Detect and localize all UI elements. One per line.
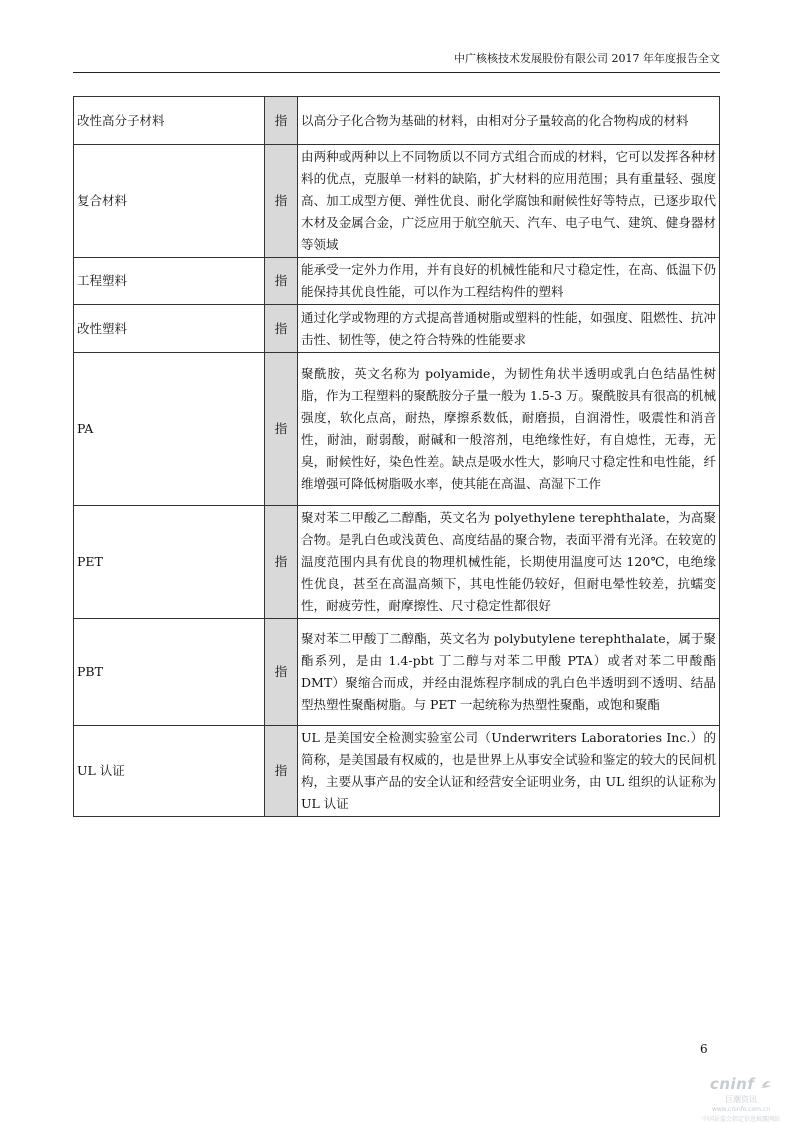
table-row <box>74 726 720 817</box>
definition-cell: 由两种或两种以上不同物质以不同方式组合而成的材料，它可以发挥各种材料的优点，克服单一材料的缺陷，扩大材料的应用范围；具有重量轻、强度高、加工成型方便、弹性优良、耐化学腐蚀和耐候性好等特点，已逐步取代木材及金属合金，广泛应用于航空航天、汽车、电子电气、建筑、健身器材等领域 <box>298 145 720 258</box>
definition-cell: 聚酰胺，英文名称为 polyamide，为韧性角状半透明或乳白色结晶性树脂，作为工程塑料的聚酰胺分子量一般为 1.5-3 万。聚酰胺具有很高的机械强度，软化点高，耐热，摩擦系数低，耐磨损，自润滑性，吸震性和消音性，耐油，耐弱酸，耐碱和一般溶剂，电绝缘性好，有自熄性，无毒，无臭，耐候性好，染色性差。缺点是吸水性大，影响尺寸稳定性和电性能，纤维增强可降低树脂吸水率，使其能在高温、高湿下工作 <box>298 353 720 506</box>
refers-to-cell: 指 <box>265 145 298 258</box>
refers-to-cell: 指 <box>265 258 298 305</box>
refers-to-cell: 指 <box>265 97 298 145</box>
term-cell: 改性高分子材料 <box>74 97 265 145</box>
definition-cell: 通过化学或物理的方式提高普通树脂或塑料的性能，如强度、阻燃性、抗冲击性、韧性等，使之符合特殊的性能要求 <box>298 305 720 353</box>
term-cell: 复合材料 <box>74 145 265 258</box>
refers-to-cell: 指 <box>265 305 298 353</box>
cninfo-tagline: 中国证监会指定信息披露网站 <box>701 1116 780 1123</box>
cninfo-url: www.cninfo.com.cn <box>711 1106 771 1113</box>
table-row <box>74 353 720 506</box>
table-row <box>74 305 720 353</box>
page-header <box>73 52 720 73</box>
cninfo-name: 巨潮资讯 <box>725 1095 757 1104</box>
report-title: 中广核核技术发展股份有限公司 2017 年年度报告全文 <box>454 52 720 65</box>
cninfo-logo-text: cninf <box>709 1075 755 1093</box>
refers-to-cell: 指 <box>265 506 298 619</box>
cninfo-watermark <box>700 1075 782 1123</box>
term-cell: PET <box>74 506 265 619</box>
term-cell: PA <box>74 353 265 506</box>
definition-cell: UL 是美国安全检测实验室公司（Underwriters Laboratories Inc.）的简称，是美国最有权威的，也是世界上从事安全试验和鉴定的较大的民间机构，主要从事产品的安全认证和经营安全证明业务，由 UL 组织的认证称为 UL 认证 <box>298 726 720 817</box>
table-row <box>74 619 720 726</box>
cninfo-logo <box>700 1075 782 1093</box>
table-row <box>74 506 720 619</box>
refers-to-cell: 指 <box>265 619 298 726</box>
definition-cell: 以高分子化合物为基础的材料，由相对分子量较高的化合物构成的材料 <box>298 97 720 145</box>
page-number: 6 <box>700 1042 708 1056</box>
table-row <box>74 97 720 145</box>
definition-cell: 聚对苯二甲酸乙二醇酯，英文名为 polyethylene terephthalate，为高聚合物。是乳白色或浅黄色、高度结晶的聚合物，表面平滑有光泽。在较宽的温度范围内具有优良的物理机械性能，长期使用温度可达 120℃，电绝缘性优良，甚至在高温高频下，其电性能仍较好，但耐电晕性较差，抗蠕变性，耐疲劳性，耐摩擦性、尺寸稳定性都很好 <box>298 506 720 619</box>
refers-to-cell: 指 <box>265 353 298 506</box>
definition-cell: 聚对苯二甲酸丁二醇酯，英文名为 polybutylene terephthalate，属于聚酯系列，是由 1.4-pbt 丁二醇与对苯二甲酸 PTA）或者对苯二甲酸酯DMT）聚缩合而成，并经由混炼程序制成的乳白色半透明到不透明、结晶型热塑性聚酯树脂。与 PET 一起统称为热塑性聚酯，或饱和聚酯 <box>298 619 720 726</box>
term-cell: 工程塑料 <box>74 258 265 305</box>
term-cell: UL 认证 <box>74 726 265 817</box>
definition-cell: 能承受一定外力作用，并有良好的机械性能和尺寸稳定性，在高、低温下仍能保持其优良性能，可以作为工程结构件的塑料 <box>298 258 720 305</box>
swirl-icon <box>760 1078 772 1090</box>
table-row <box>74 145 720 258</box>
term-cell: 改性塑料 <box>74 305 265 353</box>
refers-to-cell: 指 <box>265 726 298 817</box>
glossary-table <box>73 96 720 817</box>
table-row <box>74 258 720 305</box>
term-cell: PBT <box>74 619 265 726</box>
